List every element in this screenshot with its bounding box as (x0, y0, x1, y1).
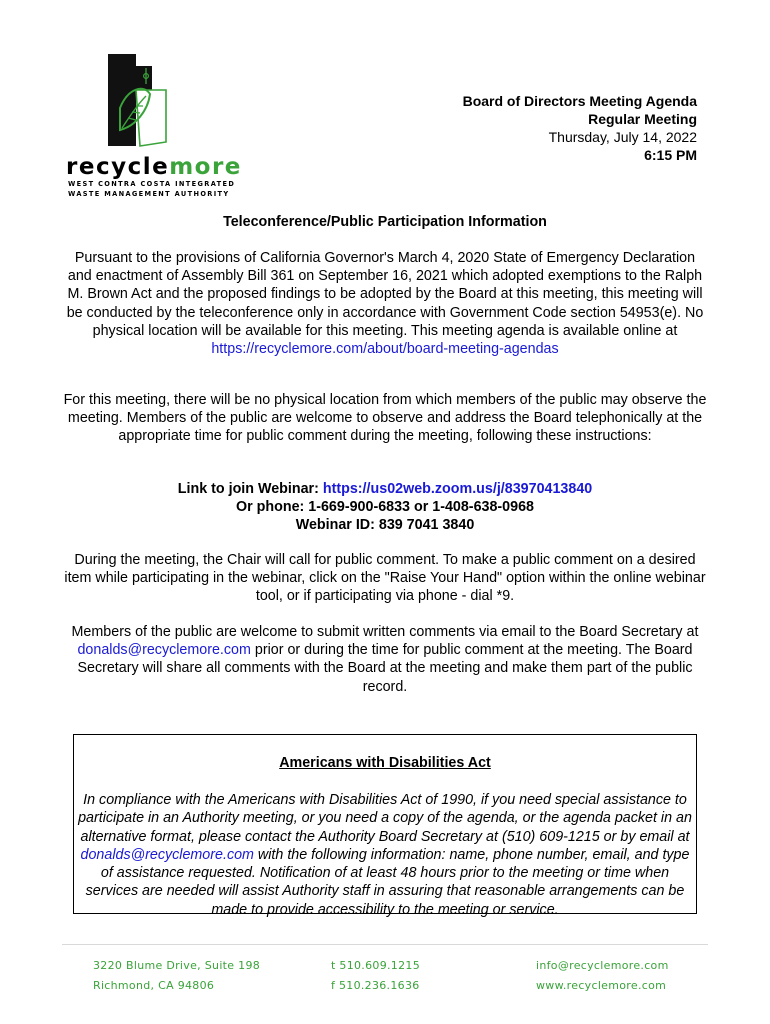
meeting-title: Board of Directors Meeting Agenda (462, 93, 697, 109)
footer-website[interactable]: www.recyclemore.com (536, 979, 667, 992)
footer-contact (536, 956, 669, 996)
footer-address (93, 956, 260, 996)
zoom-link[interactable]: https://us02web.zoom.us/j/83970413840 (322, 481, 593, 497)
ada-notice-box (73, 734, 697, 918)
paragraph-emergency-text: Pursuant to the provisions of California Governor's March 4, 2020 State of Emergency Declaration and enactment of Assembly Bill 361 on September 16, 2021 which adopted exemptions to the Ralph M. Brown Act and the proposed findings to be adopted by the Board at this meeting, this meeting will be conducted by the teleconference only in accordance with Government Code section 54953(e). No physical location will be available for this meeting. This meeting agenda is available online at (66, 250, 704, 339)
webinar-id: Webinar ID: 839 7041 3840 (295, 517, 475, 534)
agenda-link[interactable]: https://recyclemore.com/about/board-meeting-agendas (211, 341, 559, 358)
recyclemore-logo (66, 50, 242, 200)
written-comments-before: Members of the public are welcome to submit written comments via email to the Board Secretary at (71, 624, 699, 640)
ada-text-before: In compliance with the Americans with Disabilities Act of 1990, if you need special assistance to participate in an Authority meeting, or you need a copy of the agenda, or the agenda packet in an alternative format, please contact the Authority Board Secretary at (510) 609-1215 or by email at (78, 792, 692, 845)
logo-subtitle-line1: WEST CONTRA COSTA INTEGRATED (68, 180, 236, 188)
footer-phone: t 510.609.1215 (331, 959, 420, 972)
logo-wordmark (66, 154, 242, 180)
footer-email[interactable]: info@recyclemore.com (536, 959, 669, 972)
paragraph-public-comment: During the meeting, the Chair will call for public comment. To make a public comment on a desired item while participating in the webinar, click on the "Raise Your Hand" option within the online webinar tool, or if participating via phone - dial *9. (64, 552, 706, 605)
footer-fax: f 510.236.1636 (331, 979, 420, 992)
meeting-date: Thursday, July 14, 2022 (548, 129, 697, 145)
ada-text-after: with the following information: name, phone number, email, and type of assistance requested. Notification of at least 48 hours prior to the meeting or time when services are needed will assist Authority staff in assuring that reasonable arrangements can be made to provide accessibility to the meeting or service. (85, 846, 690, 918)
secretary-email-link[interactable]: donalds@recyclemore.com (77, 642, 251, 659)
footer-phones (331, 956, 420, 996)
logo-subtitle-line2: WASTE MANAGEMENT AUTHORITY (68, 190, 230, 198)
leaf-logo-icon (106, 54, 176, 150)
meeting-time: 6:15 PM (644, 147, 697, 163)
footer-address-line2: Richmond, CA 94806 (93, 979, 215, 992)
ada-text (74, 791, 696, 919)
meeting-type: Regular Meeting (588, 111, 697, 127)
logo-word-black: recycle (66, 154, 170, 180)
paragraph-emergency (62, 249, 708, 358)
paragraph-written-comments (62, 623, 708, 696)
footer-address-line1: 3220 Blume Drive, Suite 198 (93, 959, 261, 972)
logo-word-green: more (169, 154, 242, 180)
ada-title: Americans with Disabilities Act (279, 755, 491, 771)
meeting-header (463, 92, 697, 164)
ada-email-link[interactable]: donalds@recyclemore.com (80, 846, 254, 863)
webinar-link-line (62, 480, 708, 498)
webinar-phone: Or phone: 1-669-900-6833 or 1-408-638-0968 (235, 499, 534, 516)
section-title: Teleconference/Public Participation Information (223, 214, 547, 230)
paragraph-no-location: For this meeting, there will be no physical location from which members of the public may observe the meeting. Members of the public are welcome to observe and address the Board telephonically at the appropriate time for public comment during the meeting, following these instructions: (63, 392, 707, 445)
footer-divider (62, 944, 708, 945)
webinar-info (62, 480, 708, 535)
written-comments-after: prior or during the time for public comment at the meeting. The Board Secretary will share all comments with the Board at the meeting and make them part of the public record. (77, 642, 693, 695)
webinar-link-label: Link to join Webinar: (177, 481, 323, 497)
